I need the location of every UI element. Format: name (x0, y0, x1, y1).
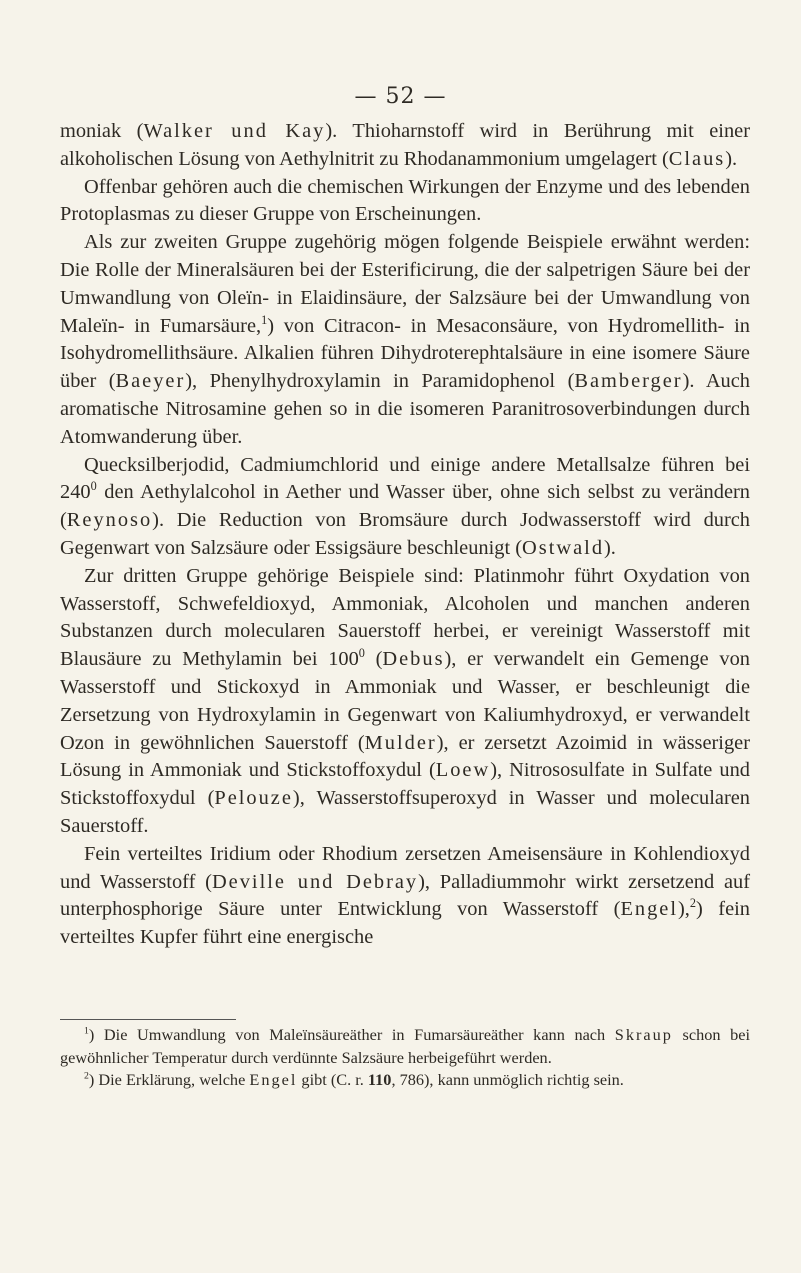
author-name: Debus (382, 648, 445, 671)
author-name: Ostwald (522, 536, 605, 559)
author-name: Claus (668, 147, 726, 170)
author-name: Mulder (364, 731, 437, 754)
author-name: Baeyer (115, 370, 186, 393)
author-name: Reynoso (66, 509, 153, 532)
paragraph-3: Als zur zweiten Gruppe zugehörig mögen folgende Beispiele erwähnt werden: Die Rolle der Mineralsäuren bei der Esterificirung, die der salpetrigen Säure bei der Umwandlung von Oleïn- in Elaidinsäure, der Salzsäure bei der Umwandlung von Maleïn- in Fumarsäure,$^1$) von Citracon- in Mesaconsäure, von Hydromellith- in Isohydromellithsäure. Alkalien führen Dihydroterephtalsäure in eine isomere Säure über (Baeyer), Phenylhydroxylamin in Paramidophenol (Bamberger). Auch aromatische Nitrosamine gehen so in die isomeren Paranitrosoverbindungen durch Atomwanderung über. (60, 231, 750, 448)
author-name: Bamberger (574, 370, 683, 393)
footnote-1: $^1$) Die Umwandlung von Maleïnsäureäther in Fumarsäureäther kann nach Skraup schon bei gewöhnlicher Temperatur durch verdünnte Salzsäure herbeigeführt werden. (60, 1025, 750, 1067)
footnote-2: $^2$) Die Erklärung, welche Engel gibt (C. r. 110, 786), kann unmöglich richtig sein. (84, 1070, 624, 1090)
main-text (60, 118, 750, 952)
paragraph-5: Zur dritten Gruppe gehörige Beispiele sind: Platinmohr führt Oxydation von Wasserstoff, Schwefeldioxyd, Ammoniak, Alcoholen und manchen anderen Substanzen durch molecularen Sauerstoff herbei, er vereinigt Wasserstoff mit Blausäure zu Methylamin bei $100^0$ (Debus), er verwandelt ein Gemenge von Wasserstoff und Stickoxyd in Ammoniak und Wasser, er beschleunigt die Zersetzung von Hydroxylamin in Gegenwart von Kaliumhydroxyd, er verwandelt Ozon in gewöhnlichen Sauerstoff (Mulder), er zersetzt Azoimid in wässeriger Lösung in Ammoniak und Stickstoffoxydul (Loew), Nitrososulfate in Sulfate und Stickstoffoxydul (Pelouze), Wasserstoffsuperoxyd in Wasser und molecularen Sauerstoff. (60, 564, 750, 837)
author-name: Walker und Kay (143, 120, 326, 142)
degree-sign: 0 (90, 479, 97, 494)
author-name: Engel (620, 898, 679, 921)
paragraph-1: moniak (Walker und Kay). Thioharnstoff wird in Berührung mit einer alkoholischen Lösung von Aethylnitrit zu Rhodanammonium umgelagert (Claus). (60, 120, 750, 170)
author-name: Skraup (614, 1025, 673, 1044)
volume-number: 110 (367, 1070, 392, 1090)
paragraph-4: Quecksilberjodid, Cadmiumchlorid und einige andere Metallsalze führen bei $240^0$ den Aethylalcohol in Aether und Wasser über, ohne sich selbst zu verändern (Reynoso). Die Reduction von Bromsäure durch Jodwasserstoff wird durch Gegenwart von Salzsäure oder Essigsäure beschleunigt (Ostwald). (60, 453, 750, 559)
author-name: Pelouze (214, 787, 293, 810)
paragraph-2: Offenbar gehören auch die chemischen Wirkungen der Enzyme und des lebenden Protoplasmas zu dieser Gruppe von Erscheinungen. (60, 175, 750, 226)
page-number: — 52 — (354, 84, 447, 109)
author-name: Loew (435, 759, 491, 782)
author-name: Engel (249, 1070, 298, 1090)
footnote-ref: 2 (689, 896, 697, 911)
author-name: Deville und Debray (211, 870, 419, 893)
footnote-divider (60, 1019, 236, 1020)
paragraph-6: Fein verteiltes Iridium oder Rhodium zersetzen Ameisensäure in Kohlendioxyd und Wasserstoff (Deville und Debray), Palladiummohr wirkt zersetzend auf unterphosphorige Säure unter Entwicklung von Wasserstoff (Engel),$^2$) fein verteiltes Kupfer führt eine energische (60, 842, 750, 949)
footnotes (60, 1024, 750, 1092)
degree-sign: 0 (358, 646, 365, 661)
footnote-ref: 1 (261, 312, 268, 327)
